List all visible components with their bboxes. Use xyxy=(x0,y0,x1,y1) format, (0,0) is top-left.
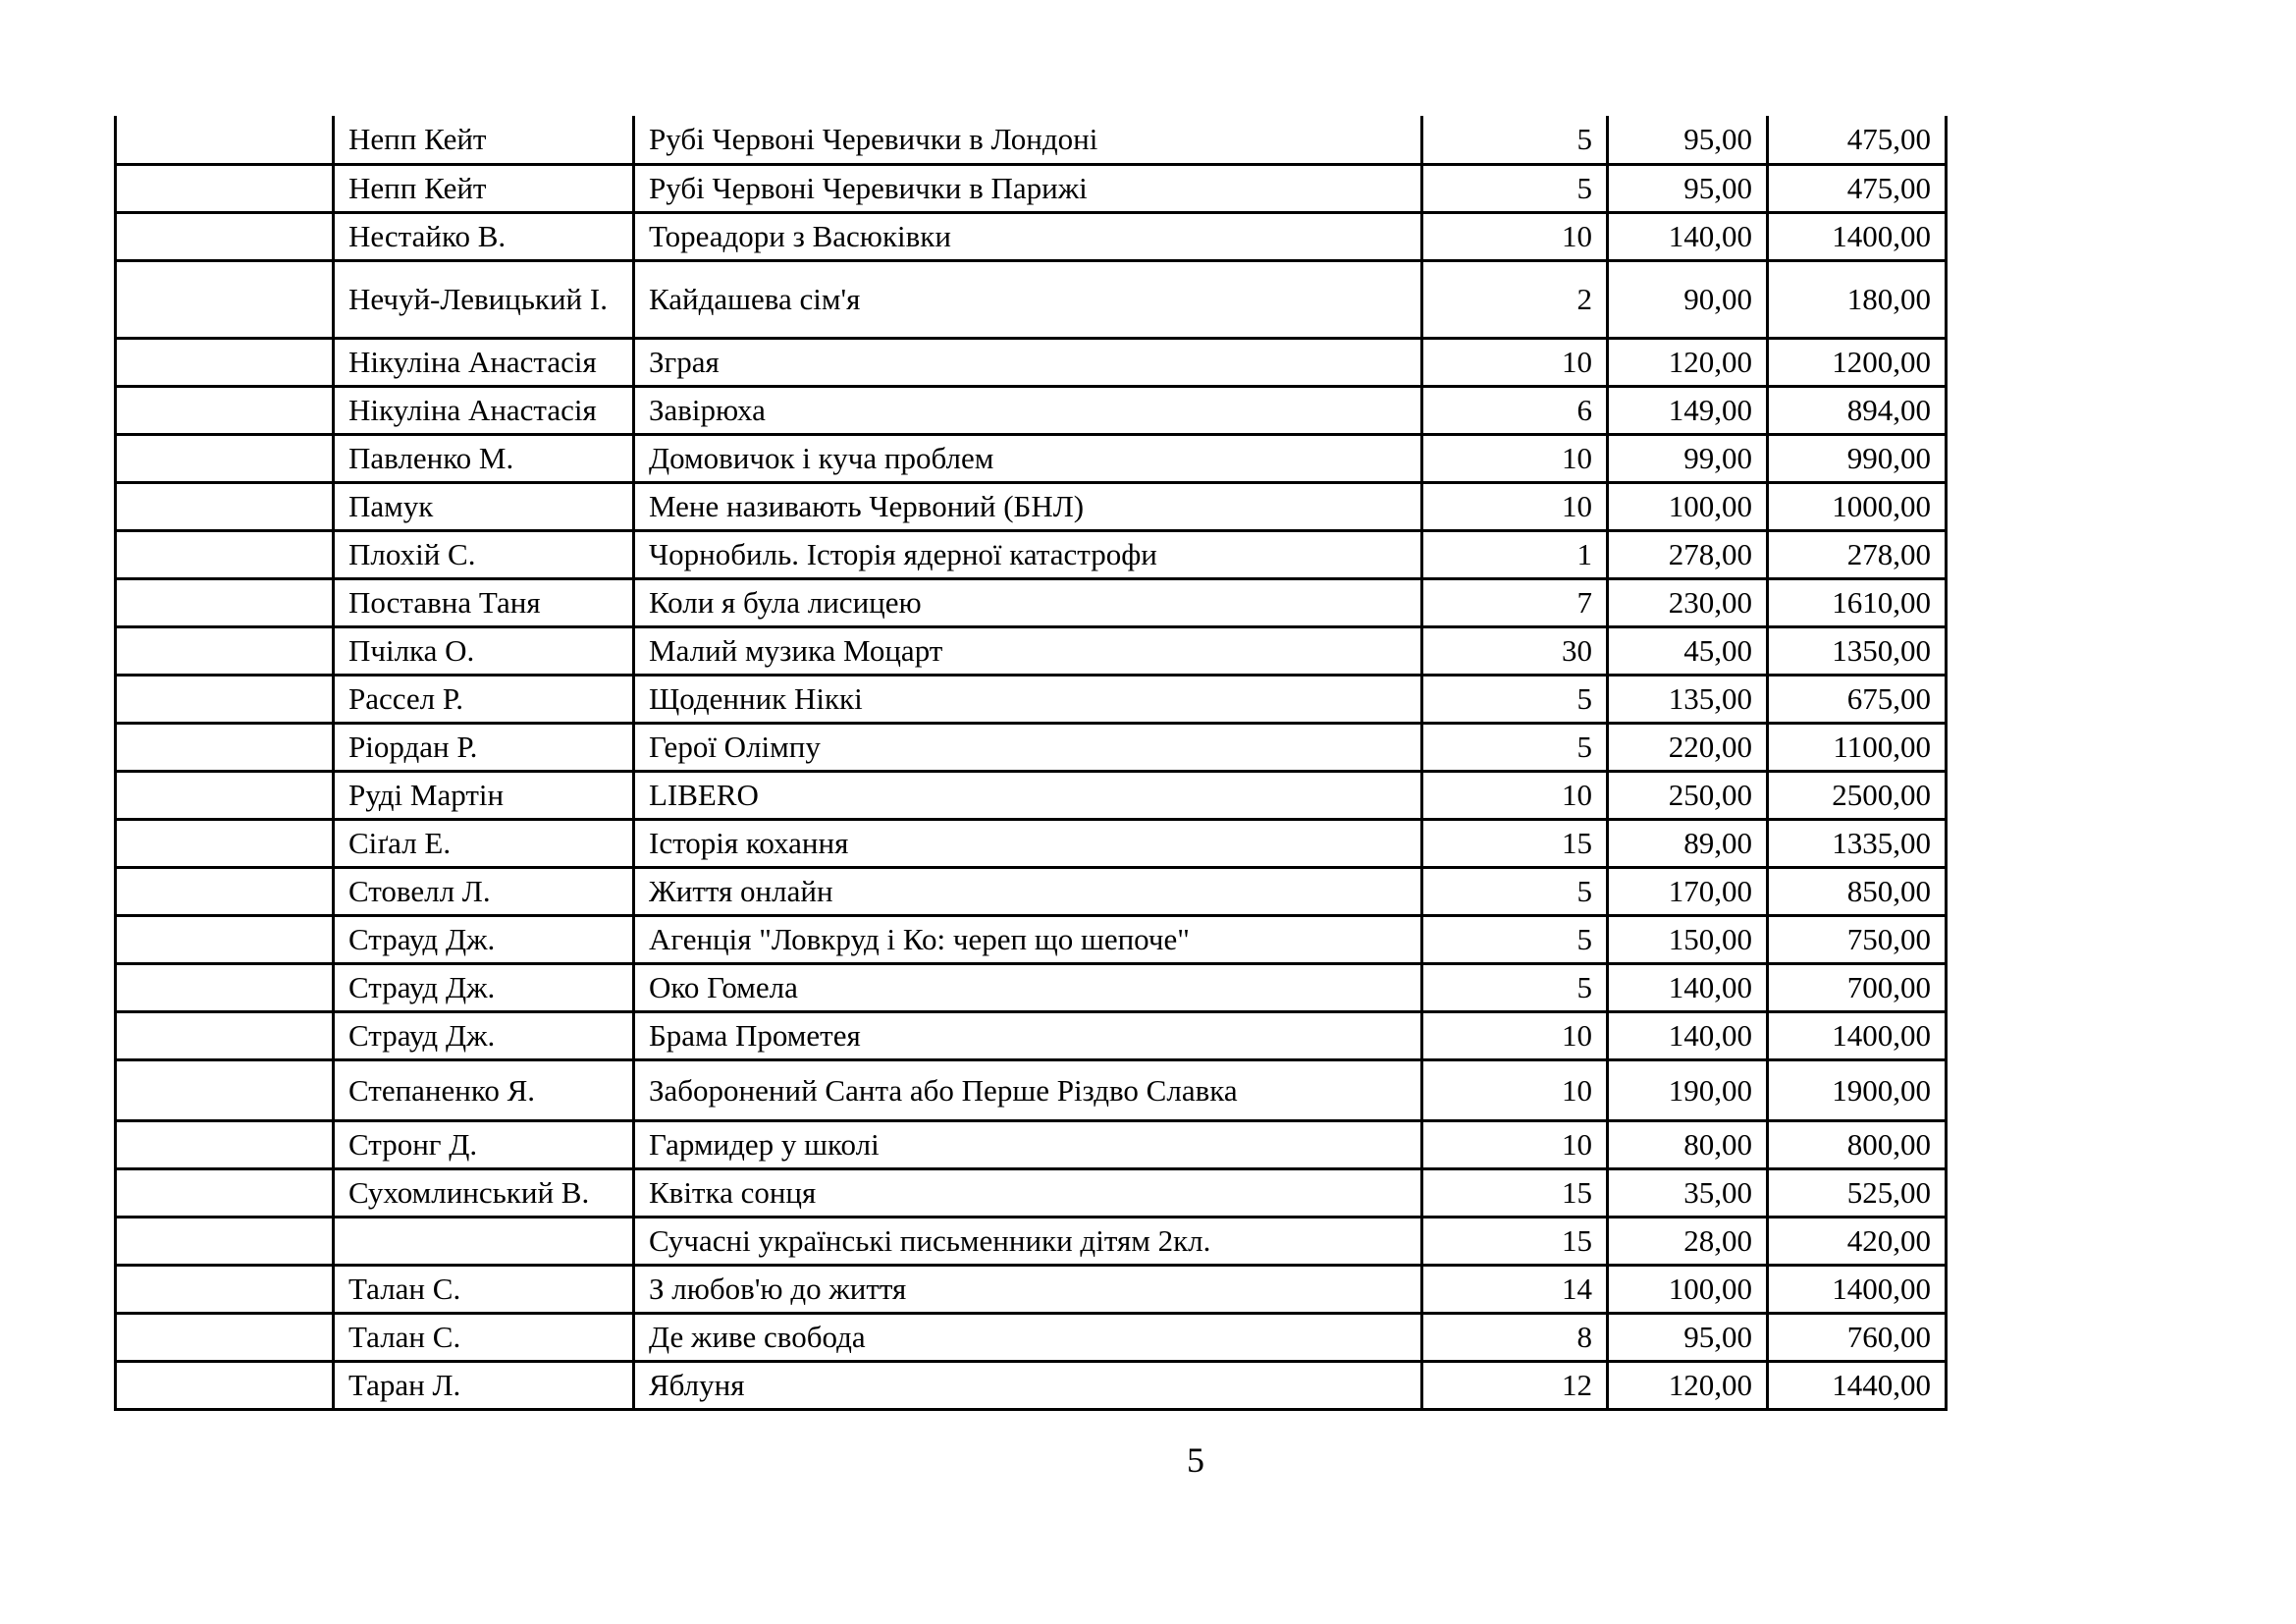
table-row xyxy=(116,212,1947,260)
author-cell: Павленко М. xyxy=(334,434,634,482)
title-cell: Історія кохання xyxy=(634,819,1422,867)
title-cell: Кайдашева сім'я xyxy=(634,260,1422,338)
row-number-cell xyxy=(116,626,334,675)
price-cell: 230,00 xyxy=(1608,578,1768,626)
quantity-cell: 5 xyxy=(1422,116,1608,164)
title-cell: Домовичок і куча проблем xyxy=(634,434,1422,482)
total-cell: 2500,00 xyxy=(1768,771,1947,819)
row-number-cell xyxy=(116,1361,334,1409)
author-cell: Талан С. xyxy=(334,1265,634,1313)
quantity-cell: 14 xyxy=(1422,1265,1608,1313)
row-number-cell xyxy=(116,675,334,723)
title-cell: Агенція "Ловкруд і Ко: череп що шепоче" xyxy=(634,915,1422,963)
total-cell: 1400,00 xyxy=(1768,212,1947,260)
total-cell: 475,00 xyxy=(1768,164,1947,212)
author-cell: Страуд Дж. xyxy=(334,1011,634,1059)
table-row xyxy=(116,867,1947,915)
price-cell: 99,00 xyxy=(1608,434,1768,482)
table-row xyxy=(116,386,1947,434)
table-row xyxy=(116,1011,1947,1059)
quantity-cell: 12 xyxy=(1422,1361,1608,1409)
price-cell: 149,00 xyxy=(1608,386,1768,434)
price-cell: 95,00 xyxy=(1608,116,1768,164)
price-cell: 140,00 xyxy=(1608,212,1768,260)
row-number-cell xyxy=(116,915,334,963)
quantity-cell: 7 xyxy=(1422,578,1608,626)
total-cell: 1000,00 xyxy=(1768,482,1947,530)
total-cell: 1200,00 xyxy=(1768,338,1947,386)
table-row xyxy=(116,482,1947,530)
row-number-cell xyxy=(116,1120,334,1168)
total-cell: 1440,00 xyxy=(1768,1361,1947,1409)
quantity-cell: 6 xyxy=(1422,386,1608,434)
quantity-cell: 10 xyxy=(1422,434,1608,482)
table-row xyxy=(116,915,1947,963)
row-number-cell xyxy=(116,386,334,434)
table-row xyxy=(116,626,1947,675)
quantity-cell: 15 xyxy=(1422,819,1608,867)
row-number-cell xyxy=(116,867,334,915)
total-cell: 1100,00 xyxy=(1768,723,1947,771)
title-cell: Малий музика Моцарт xyxy=(634,626,1422,675)
row-number-cell xyxy=(116,1313,334,1361)
table-row xyxy=(116,771,1947,819)
total-cell: 750,00 xyxy=(1768,915,1947,963)
table-row xyxy=(116,1217,1947,1265)
title-cell: Завірюха xyxy=(634,386,1422,434)
author-cell: Поставна Таня xyxy=(334,578,634,626)
total-cell: 800,00 xyxy=(1768,1120,1947,1168)
title-cell: Щоденник Ніккі xyxy=(634,675,1422,723)
author-cell: Нестайко В. xyxy=(334,212,634,260)
table-row xyxy=(116,260,1947,338)
row-number-cell xyxy=(116,771,334,819)
price-cell: 170,00 xyxy=(1608,867,1768,915)
total-cell: 278,00 xyxy=(1768,530,1947,578)
title-cell: Де живе свобода xyxy=(634,1313,1422,1361)
author-cell: Сухомлинський В. xyxy=(334,1168,634,1217)
title-cell: Мене називають Червоний (БНЛ) xyxy=(634,482,1422,530)
row-number-cell xyxy=(116,164,334,212)
table-row xyxy=(116,338,1947,386)
row-number-cell xyxy=(116,819,334,867)
row-number-cell xyxy=(116,1059,334,1120)
page-number: 5 xyxy=(1187,1440,1204,1480)
price-cell: 100,00 xyxy=(1608,482,1768,530)
quantity-cell: 2 xyxy=(1422,260,1608,338)
title-cell: З любов'ю до життя xyxy=(634,1265,1422,1313)
author-cell: Таран Л. xyxy=(334,1361,634,1409)
row-number-cell xyxy=(116,963,334,1011)
quantity-cell: 10 xyxy=(1422,1011,1608,1059)
table-row xyxy=(116,675,1947,723)
price-cell: 90,00 xyxy=(1608,260,1768,338)
price-cell: 135,00 xyxy=(1608,675,1768,723)
row-number-cell xyxy=(116,1011,334,1059)
author-cell: Непп Кейт xyxy=(334,164,634,212)
title-cell: Коли я була лисицею xyxy=(634,578,1422,626)
table-row xyxy=(116,819,1947,867)
row-number-cell xyxy=(116,1217,334,1265)
author-cell: Ріордан Р. xyxy=(334,723,634,771)
quantity-cell: 10 xyxy=(1422,482,1608,530)
total-cell: 525,00 xyxy=(1768,1168,1947,1217)
quantity-cell: 15 xyxy=(1422,1217,1608,1265)
quantity-cell: 10 xyxy=(1422,1120,1608,1168)
title-cell: LIBERO xyxy=(634,771,1422,819)
quantity-cell: 5 xyxy=(1422,867,1608,915)
author-cell: Плохій С. xyxy=(334,530,634,578)
quantity-cell: 5 xyxy=(1422,164,1608,212)
table-row xyxy=(116,1059,1947,1120)
price-cell: 95,00 xyxy=(1608,1313,1768,1361)
price-cell: 140,00 xyxy=(1608,963,1768,1011)
title-cell: Чорнобиль. Історія ядерної катастрофи xyxy=(634,530,1422,578)
price-cell: 100,00 xyxy=(1608,1265,1768,1313)
price-cell: 120,00 xyxy=(1608,1361,1768,1409)
author-cell: Стовелл Л. xyxy=(334,867,634,915)
row-number-cell xyxy=(116,530,334,578)
author-cell: Нікуліна Анастасія xyxy=(334,386,634,434)
quantity-cell: 10 xyxy=(1422,771,1608,819)
quantity-cell: 10 xyxy=(1422,338,1608,386)
quantity-cell: 15 xyxy=(1422,1168,1608,1217)
total-cell: 475,00 xyxy=(1768,116,1947,164)
author-cell: Талан С. xyxy=(334,1313,634,1361)
total-cell: 1335,00 xyxy=(1768,819,1947,867)
title-cell: Герої Олімпу xyxy=(634,723,1422,771)
row-number-cell xyxy=(116,260,334,338)
price-cell: 35,00 xyxy=(1608,1168,1768,1217)
price-cell: 140,00 xyxy=(1608,1011,1768,1059)
table-row xyxy=(116,1361,1947,1409)
title-cell: Рубі Червоні Черевички в Парижі xyxy=(634,164,1422,212)
table-row xyxy=(116,723,1947,771)
price-cell: 150,00 xyxy=(1608,915,1768,963)
author-cell: Рассел Р. xyxy=(334,675,634,723)
book-list-table xyxy=(114,116,1948,1411)
price-cell: 28,00 xyxy=(1608,1217,1768,1265)
price-cell: 220,00 xyxy=(1608,723,1768,771)
title-cell: Яблуня xyxy=(634,1361,1422,1409)
title-cell: Квітка сонця xyxy=(634,1168,1422,1217)
quantity-cell: 8 xyxy=(1422,1313,1608,1361)
row-number-cell xyxy=(116,212,334,260)
title-cell: Брама Прометея xyxy=(634,1011,1422,1059)
row-number-cell xyxy=(116,578,334,626)
price-cell: 95,00 xyxy=(1608,164,1768,212)
table-row xyxy=(116,530,1947,578)
title-cell: Зграя xyxy=(634,338,1422,386)
title-cell: Життя онлайн xyxy=(634,867,1422,915)
author-cell: Пчілка О. xyxy=(334,626,634,675)
total-cell: 700,00 xyxy=(1768,963,1947,1011)
row-number-cell xyxy=(116,1265,334,1313)
table-row xyxy=(116,963,1947,1011)
total-cell: 180,00 xyxy=(1768,260,1947,338)
row-number-cell xyxy=(116,434,334,482)
total-cell: 1400,00 xyxy=(1768,1265,1947,1313)
total-cell: 760,00 xyxy=(1768,1313,1947,1361)
quantity-cell: 10 xyxy=(1422,1059,1608,1120)
author-cell: Страуд Дж. xyxy=(334,963,634,1011)
total-cell: 675,00 xyxy=(1768,675,1947,723)
title-cell: Тореадори з Васюківки xyxy=(634,212,1422,260)
price-cell: 250,00 xyxy=(1608,771,1768,819)
author-cell: Сіґал Е. xyxy=(334,819,634,867)
author-cell: Непп Кейт xyxy=(334,116,634,164)
price-cell: 278,00 xyxy=(1608,530,1768,578)
total-cell: 1610,00 xyxy=(1768,578,1947,626)
row-number-cell xyxy=(116,338,334,386)
table-row xyxy=(116,1313,1947,1361)
author-cell: Нікуліна Анастасія xyxy=(334,338,634,386)
author-cell: Степаненко Я. xyxy=(334,1059,634,1120)
total-cell: 1400,00 xyxy=(1768,1011,1947,1059)
quantity-cell: 5 xyxy=(1422,723,1608,771)
title-cell: Сучасні українські письменники дітям 2кл. xyxy=(634,1217,1422,1265)
price-cell: 45,00 xyxy=(1608,626,1768,675)
quantity-cell: 5 xyxy=(1422,963,1608,1011)
table-row xyxy=(116,578,1947,626)
table-body xyxy=(116,116,1947,1409)
price-cell: 89,00 xyxy=(1608,819,1768,867)
author-cell xyxy=(334,1217,634,1265)
total-cell: 850,00 xyxy=(1768,867,1947,915)
author-cell: Руді Мартін xyxy=(334,771,634,819)
total-cell: 990,00 xyxy=(1768,434,1947,482)
table-row xyxy=(116,1265,1947,1313)
title-cell: Рубі Червоні Черевички в Лондоні xyxy=(634,116,1422,164)
title-cell: Гармидер у школі xyxy=(634,1120,1422,1168)
row-number-cell xyxy=(116,1168,334,1217)
total-cell: 1350,00 xyxy=(1768,626,1947,675)
table-row xyxy=(116,434,1947,482)
row-number-cell xyxy=(116,723,334,771)
total-cell: 1900,00 xyxy=(1768,1059,1947,1120)
author-cell: Страуд Дж. xyxy=(334,915,634,963)
title-cell: Заборонений Санта або Перше Різдво Славка xyxy=(634,1059,1422,1120)
author-cell: Памук xyxy=(334,482,634,530)
quantity-cell: 5 xyxy=(1422,915,1608,963)
quantity-cell: 30 xyxy=(1422,626,1608,675)
price-cell: 120,00 xyxy=(1608,338,1768,386)
total-cell: 894,00 xyxy=(1768,386,1947,434)
author-cell: Нечуй-Левицький І. xyxy=(334,260,634,338)
table-row xyxy=(116,164,1947,212)
total-cell: 420,00 xyxy=(1768,1217,1947,1265)
quantity-cell: 1 xyxy=(1422,530,1608,578)
quantity-cell: 5 xyxy=(1422,675,1608,723)
quantity-cell: 10 xyxy=(1422,212,1608,260)
author-cell: Стронг Д. xyxy=(334,1120,634,1168)
row-number-cell xyxy=(116,482,334,530)
title-cell: Око Гомела xyxy=(634,963,1422,1011)
price-cell: 80,00 xyxy=(1608,1120,1768,1168)
row-number-cell xyxy=(116,116,334,164)
table-row xyxy=(116,116,1947,164)
table-row xyxy=(116,1120,1947,1168)
price-cell: 190,00 xyxy=(1608,1059,1768,1120)
table-row xyxy=(116,1168,1947,1217)
